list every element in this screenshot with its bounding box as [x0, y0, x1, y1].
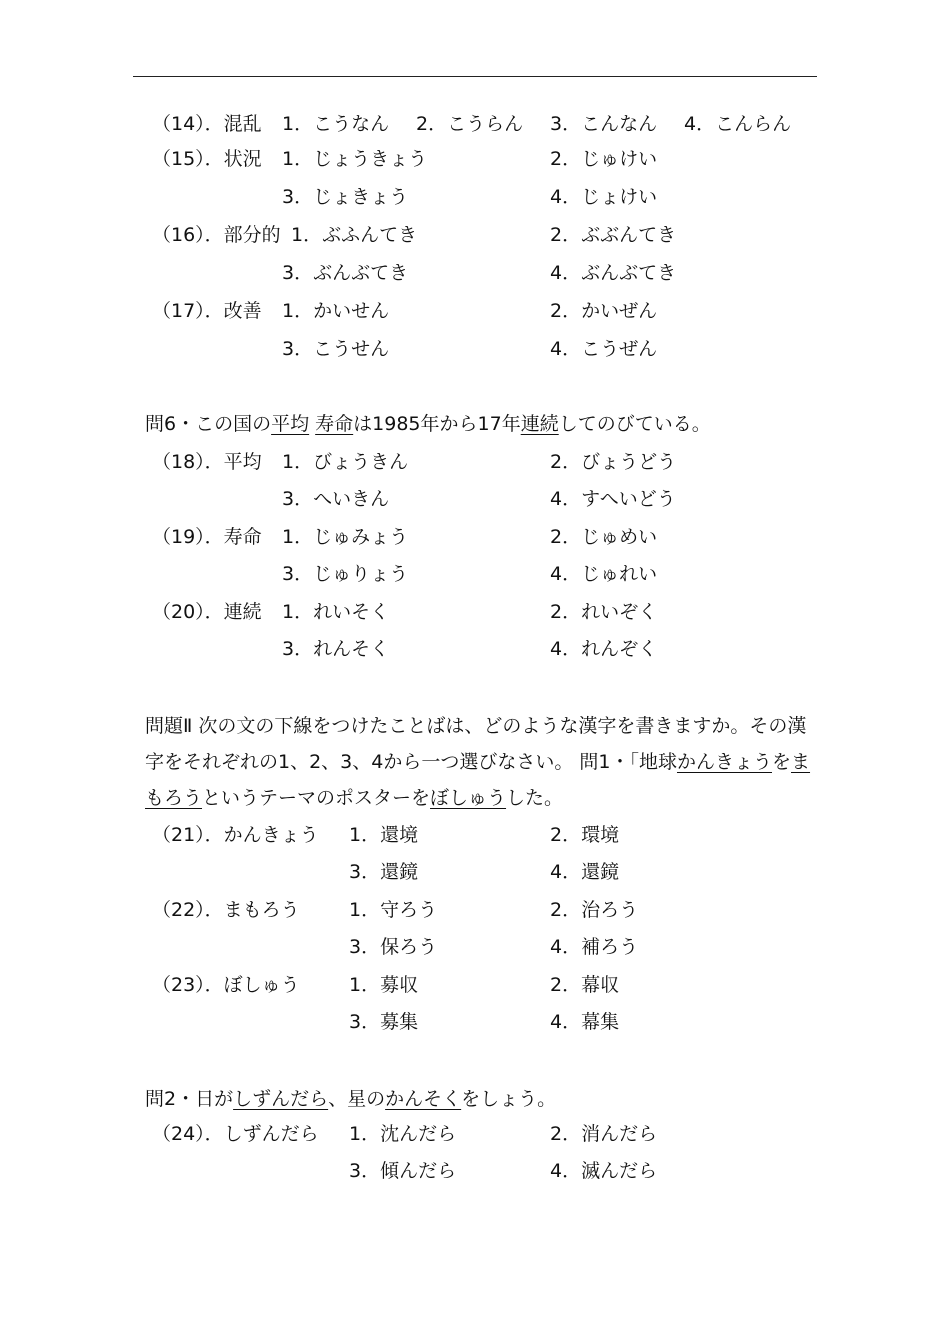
- q23-option-2: 2．幕収: [550, 974, 620, 996]
- q14-option-2: 2．こうらん: [416, 113, 524, 135]
- q15-option-3: 3．じょきょう: [282, 186, 409, 208]
- mon2-underlined-word: しずんだら: [233, 1088, 329, 1110]
- q21-label: （21）．かんきょう: [152, 824, 319, 846]
- mon6-text: 問6・この国の: [145, 413, 272, 435]
- mondai2-text: した。: [506, 787, 564, 809]
- mon6-text: は1985年から17年: [353, 413, 521, 435]
- mondai2-text: というテーマのポスターを: [202, 787, 431, 809]
- q22-label: （22）．まもろう: [152, 899, 300, 921]
- mon6-text: してのびている。: [558, 413, 711, 435]
- q18-option-3: 3．へいきん: [282, 488, 390, 510]
- q18-label: （18）．平均: [152, 451, 262, 473]
- q17-option-4: 4．こうぜん: [550, 338, 658, 360]
- mondai2-underlined-word: まもろう: [145, 751, 811, 809]
- header-rule: [133, 76, 817, 77]
- q15-option-2: 2．じゅけい: [550, 148, 658, 170]
- mondai2-instructions: [145, 708, 815, 816]
- q19-option-3: 3．じゅりょう: [282, 563, 409, 585]
- q17-option-1: 1．かいせん: [282, 300, 390, 322]
- q20-option-2: 2．れいぞく: [550, 601, 658, 623]
- mon6-underlined-word: 寿命: [315, 413, 354, 435]
- q21-option-2: 2．環境: [550, 824, 620, 846]
- q17-option-2: 2．かいぜん: [550, 300, 658, 322]
- q20-option-1: 1．れいそく: [282, 601, 390, 623]
- q19-label: （19）．寿命: [152, 526, 262, 548]
- mon6-underlined-word: 平均: [271, 413, 310, 435]
- mon2-text: 、星の: [328, 1088, 386, 1110]
- q14-label: （14）．混乱: [152, 113, 262, 135]
- mondai2-underlined-word: かんきょう: [676, 751, 772, 773]
- mondai2-underlined-word: ぼしゅう: [430, 787, 507, 809]
- q14-option-1: 1．こうなん: [282, 113, 390, 135]
- q16-option-3: 3．ぶんぶてき: [282, 262, 409, 284]
- q14-option-3: 3．こんなん: [550, 113, 658, 135]
- q22-option-4: 4．補ろう: [550, 936, 639, 958]
- q16-option-4: 4．ぶんぶてき: [550, 262, 677, 284]
- q23-label: （23）．ぼしゅう: [152, 974, 300, 996]
- q24-option-3: 3．傾んだら: [349, 1160, 457, 1182]
- mon2-sentence: [145, 1090, 556, 1109]
- q16-option-1: 1．ぶふんてき: [291, 224, 418, 246]
- mondai2-text: を: [772, 751, 792, 773]
- q23-option-4: 4．幕集: [550, 1011, 620, 1033]
- q20-option-3: 3．れんそく: [282, 638, 390, 660]
- q17-label: （17）．改善: [152, 300, 262, 322]
- q21-option-3: 3．還鏡: [349, 861, 419, 883]
- q24-option-2: 2．消んだら: [550, 1123, 658, 1145]
- q21-option-4: 4．還鏡: [550, 861, 620, 883]
- q20-option-4: 4．れんぞく: [550, 638, 658, 660]
- q20-label: （20）．連続: [152, 601, 262, 623]
- q19-option-4: 4．じゅれい: [550, 563, 658, 585]
- q24-option-4: 4．滅んだら: [550, 1160, 658, 1182]
- q15-option-1: 1．じょうきょう: [282, 148, 428, 170]
- mon2-underlined-word: かんそく: [385, 1088, 462, 1110]
- mondai2-text: 問題Ⅱ 次の文の下線をつけたことばは、どのような漢字を書きますか。その漢字をそれぞれの1、2、3、4から一つ選びなさい。 問1・「地球: [145, 715, 807, 773]
- q22-option-2: 2．治ろう: [550, 899, 639, 921]
- q15-label: （15）．状況: [152, 148, 262, 170]
- q21-option-1: 1．還境: [349, 824, 419, 846]
- q19-option-2: 2．じゅめい: [550, 526, 658, 548]
- mon2-text: 問2・日が: [145, 1088, 234, 1110]
- q14-option-4: 4．こんらん: [684, 113, 792, 135]
- q23-option-3: 3．募集: [349, 1011, 419, 1033]
- q22-option-1: 1．守ろう: [349, 899, 438, 921]
- q15-option-4: 4．じょけい: [550, 186, 658, 208]
- q23-option-1: 1．募収: [349, 974, 419, 996]
- mon2-text: をしょう。: [461, 1088, 557, 1110]
- q16-label: （16）．部分的: [152, 224, 281, 246]
- q18-option-2: 2．びょうどう: [550, 451, 677, 473]
- q18-option-1: 1．びょうきん: [282, 451, 409, 473]
- mon6-sentence: [145, 415, 711, 434]
- q19-option-1: 1．じゅみょう: [282, 526, 409, 548]
- mon6-underlined-word: 連続: [520, 413, 559, 435]
- q16-option-2: 2．ぶぶんてき: [550, 224, 677, 246]
- q24-option-1: 1．沈んだら: [349, 1123, 457, 1145]
- q17-option-3: 3．こうせん: [282, 338, 390, 360]
- q18-option-4: 4．すへいどう: [550, 488, 676, 510]
- q22-option-3: 3．保ろう: [349, 936, 438, 958]
- q24-label: （24）．しずんだら: [152, 1123, 319, 1145]
